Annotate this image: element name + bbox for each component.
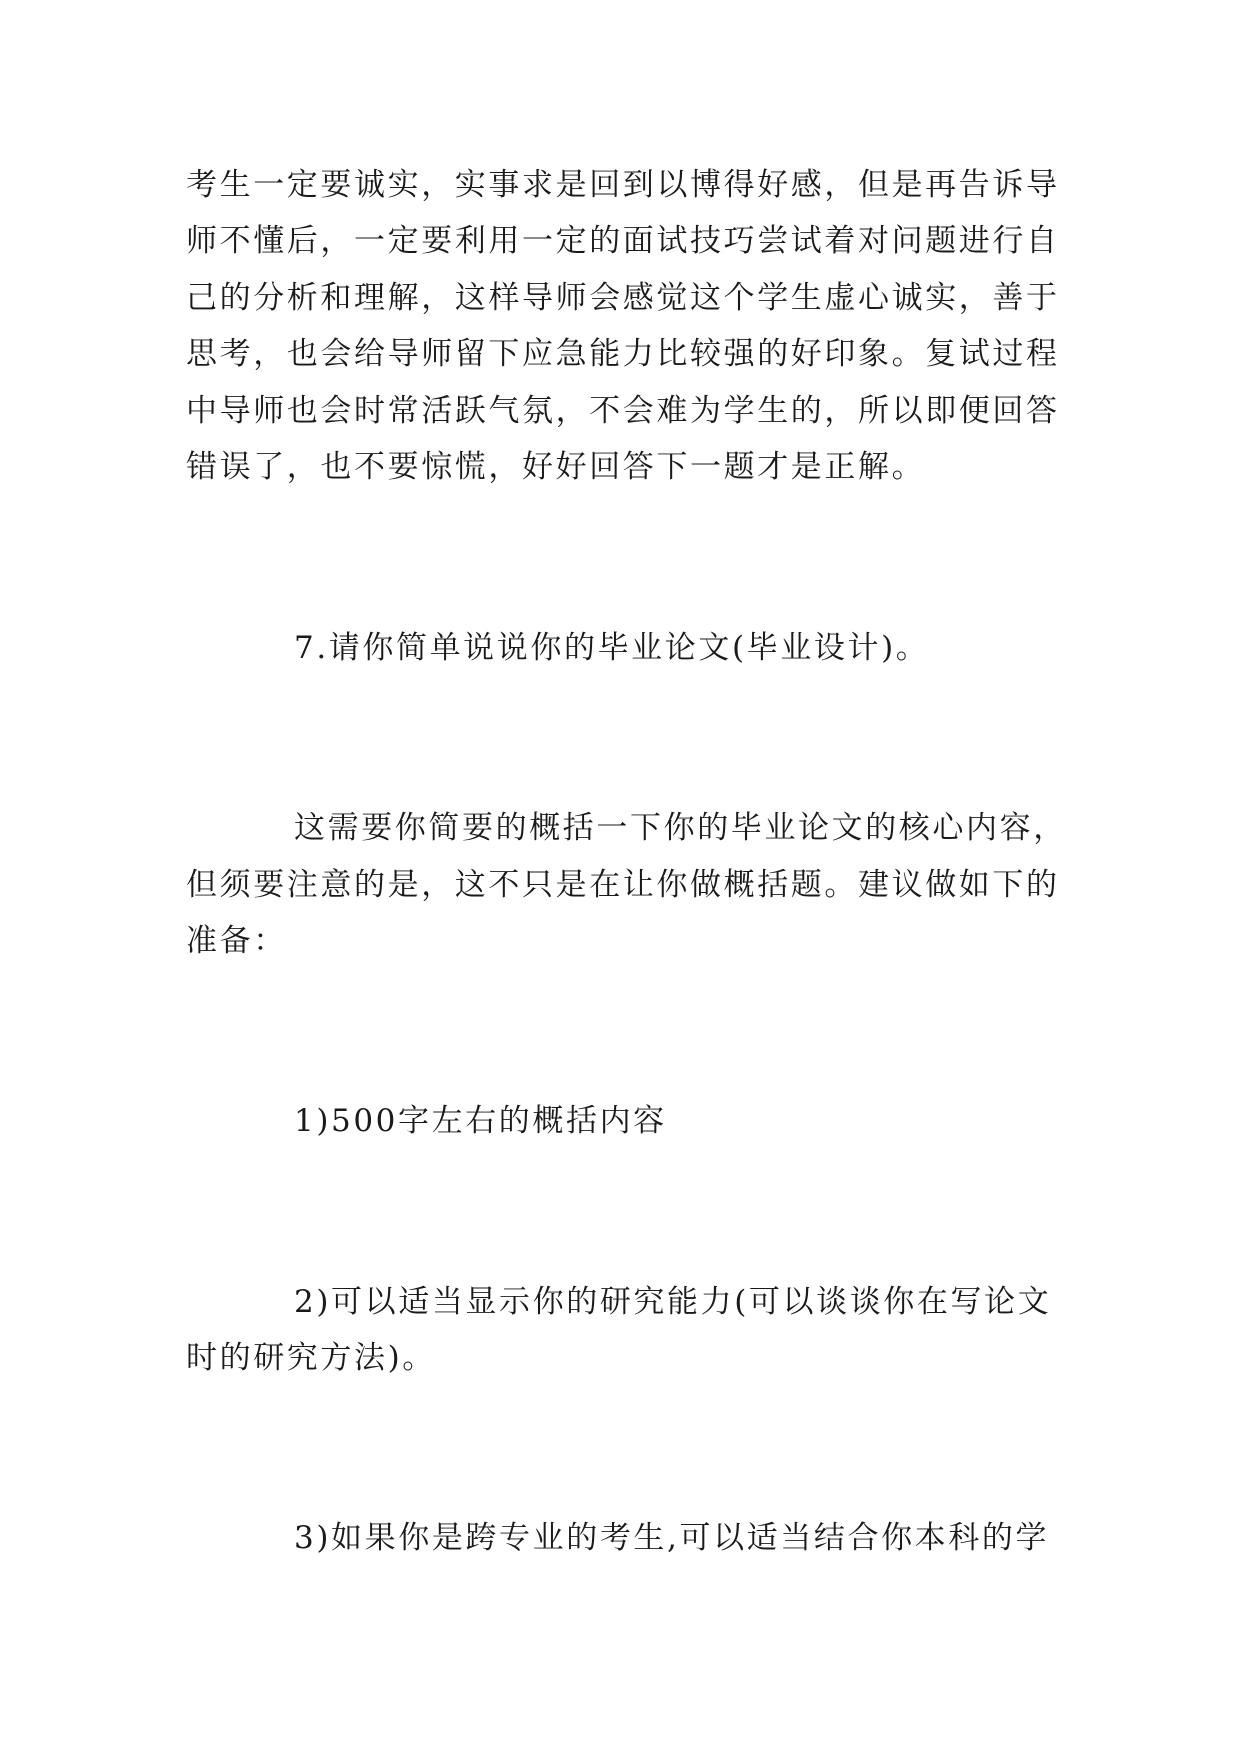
paragraph-line: 己的分析和理解，这样导师会感觉这个学生虚心诚实，善于	[186, 280, 1060, 316]
list-item-2-line: 2)可以适当显示你的研究能力(可以谈谈你在写论文	[294, 1284, 1052, 1320]
paragraph-line: 错误了，也不要惊慌，好好回答下一题才是正解。	[186, 449, 926, 485]
paragraph-line: 思考，也会给导师留下应急能力比较强的好印象。复试过程	[186, 336, 1060, 372]
paragraph-line: 但须要注意的是，这不只是在让你做概括题。建议做如下的	[186, 867, 1060, 903]
paragraph-line: 这需要你简要的概括一下你的毕业论文的核心内容，	[294, 810, 1067, 846]
list-item-3: 3)如果你是跨专业的考生,可以适当结合你本科的学	[294, 1520, 1050, 1556]
paragraph-line: 考生一定要诚实，实事求是回到以博得好感，但是再告诉导	[186, 167, 1060, 203]
paragraph-line: 准备：	[186, 923, 287, 959]
question-heading: 7.请你简单说说你的毕业论文(毕业设计)。	[294, 630, 930, 666]
list-item-1: 1)500字左右的概括内容	[294, 1103, 667, 1139]
paragraph-line: 师不懂后，一定要利用一定的面试技巧尝试着对问题进行自	[186, 223, 1060, 259]
list-item-2-line: 时的研究方法)。	[186, 1340, 436, 1376]
paragraph-line: 中导师也会时常活跃气氛，不会难为学生的，所以即便回答	[186, 393, 1060, 429]
